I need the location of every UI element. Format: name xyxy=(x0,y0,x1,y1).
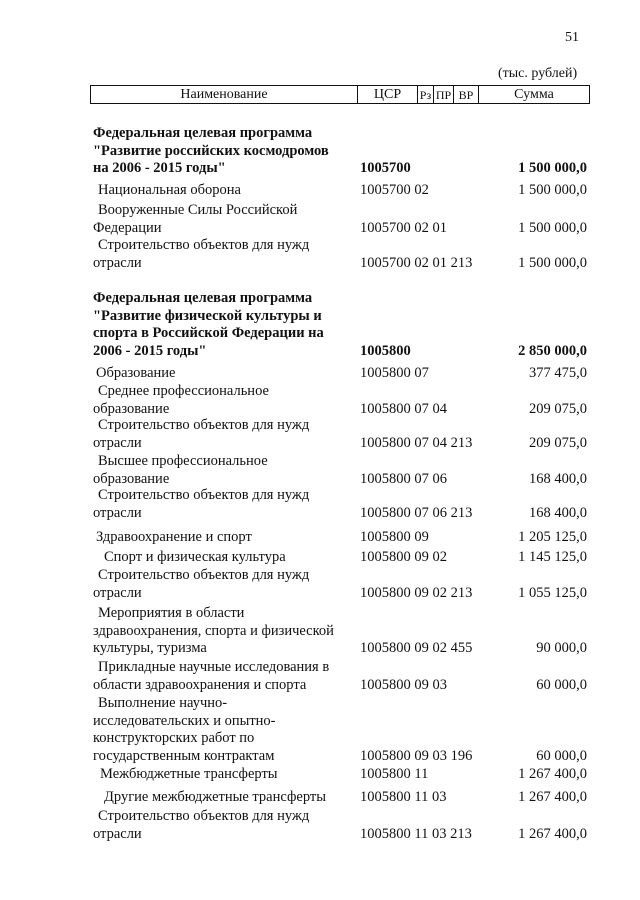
row-name-line: исследовательских и опытно- xyxy=(93,712,276,729)
row-code: 1005800 07 06 xyxy=(360,470,447,487)
row-code: 1005800 11 xyxy=(360,766,429,782)
row-amount: 1 205 125,0 xyxy=(518,529,587,545)
row-name-line: Выполнение научно- xyxy=(98,695,228,711)
row-name xyxy=(0,549,286,567)
header-name: Наименование xyxy=(91,86,358,103)
row-name-line: государственным контрактам xyxy=(93,747,275,764)
table-row xyxy=(0,237,640,272)
row-name-line: Строительство объектов для нужд xyxy=(98,487,310,503)
row-name-line: Прикладные научные исследования в xyxy=(98,659,330,675)
row-code: 1005700 02 01 xyxy=(360,219,447,236)
row-name-line: Федерации xyxy=(93,219,162,236)
table-row xyxy=(0,202,640,237)
row-name xyxy=(0,659,329,694)
row-name-line: Вооруженные Силы Российской xyxy=(98,202,298,218)
row-name xyxy=(0,383,269,418)
table-row xyxy=(0,605,640,658)
row-name-line: Строительство объектов для нужд xyxy=(98,567,310,583)
row-amount: 209 075,0 xyxy=(529,400,587,417)
row-name-line: 2006 - 2015 годы" xyxy=(93,342,207,359)
row-name-line: культуры, туризма xyxy=(93,640,207,656)
row-name-line: Другие межбюджетные трансферты xyxy=(104,789,326,805)
table-row xyxy=(0,766,640,784)
row-code: 1005800 07 xyxy=(360,365,429,381)
row-name xyxy=(0,789,326,807)
row-code: 1005800 09 02 213 xyxy=(360,584,473,601)
row-code: 1005800 11 03 213 xyxy=(360,825,472,842)
table-row xyxy=(0,182,640,200)
row-name xyxy=(0,808,309,843)
row-name-line: "Развитие российских космодромов xyxy=(93,142,329,159)
row-code: 1005800 09 02 xyxy=(360,549,447,565)
row-name-line: Образование xyxy=(96,365,176,381)
row-name-line: отрасли xyxy=(93,825,142,842)
row-name-line: Федеральная целевая программа xyxy=(93,290,313,306)
row-name-line: Национальная оборона xyxy=(98,182,241,198)
row-name-line: Строительство объектов для нужд xyxy=(98,237,310,253)
table-row xyxy=(0,290,640,360)
row-amount: 209 075,0 xyxy=(529,434,587,451)
row-name-line: на 2006 - 2015 годы" xyxy=(93,160,226,176)
row-name-line: Межбюджетные трансферты xyxy=(100,766,278,782)
row-code: 1005800 09 03 196 xyxy=(360,747,473,764)
units-label: (тыс. рублей) xyxy=(498,66,578,81)
header-sum: Сумма xyxy=(514,87,554,102)
row-code: 1005800 07 06 213 xyxy=(360,504,473,521)
row-amount: 60 000,0 xyxy=(536,676,587,693)
row-amount: 168 400,0 xyxy=(529,470,587,487)
row-amount: 1 500 000,0 xyxy=(518,219,587,236)
row-name xyxy=(0,529,252,547)
row-name xyxy=(0,182,241,200)
row-name-line: образование xyxy=(93,470,170,487)
row-name-line: Среднее профессиональное xyxy=(98,383,269,399)
table-header xyxy=(90,85,590,104)
table-row xyxy=(0,453,640,488)
table-row xyxy=(0,567,640,602)
row-name-line: отрасли xyxy=(93,584,142,601)
header-csr: ЦСР xyxy=(358,86,418,103)
row-name xyxy=(0,453,268,488)
row-amount: 90 000,0 xyxy=(536,640,587,656)
row-code: 1005800 xyxy=(360,342,411,359)
row-name xyxy=(0,290,324,360)
table-row xyxy=(0,125,640,178)
row-name-line: Высшее профессиональное xyxy=(98,453,268,469)
row-name-line: отрасли xyxy=(93,504,142,521)
table-row xyxy=(0,365,640,383)
row-name xyxy=(0,125,329,178)
row-name-line: Федеральная целевая программа xyxy=(93,125,313,141)
row-name xyxy=(0,695,276,765)
table-row xyxy=(0,808,640,843)
row-code: 1005800 07 04 213 xyxy=(360,434,473,451)
row-amount: 1 267 400,0 xyxy=(518,825,587,842)
row-amount: 1 055 125,0 xyxy=(518,584,587,601)
table-row xyxy=(0,789,640,807)
table-row xyxy=(0,383,640,418)
row-code: 1005800 07 04 xyxy=(360,400,447,417)
row-name xyxy=(0,766,278,784)
header-rz: Рз xyxy=(418,86,434,103)
row-name xyxy=(0,487,309,522)
row-code: 1005800 09 02 455 xyxy=(360,640,473,656)
row-name-line: Спорт и физическая культура xyxy=(104,549,286,565)
row-name-line: области здравоохранения и спорта xyxy=(93,676,307,693)
row-amount: 60 000,0 xyxy=(536,747,587,764)
row-code: 1005700 02 01 213 xyxy=(360,254,473,271)
row-code: 1005800 09 03 xyxy=(360,676,447,693)
row-name-line: Здравоохранение и спорт xyxy=(96,529,252,545)
row-code: 1005800 09 xyxy=(360,529,429,545)
row-amount: 1 500 000,0 xyxy=(518,160,587,176)
row-name-line: Мероприятия в области xyxy=(98,605,245,621)
table-row xyxy=(0,487,640,522)
header-vr: ВР xyxy=(454,86,479,103)
row-code: 1005800 11 03 xyxy=(360,789,447,805)
row-name xyxy=(0,605,334,658)
row-name-line: отрасли xyxy=(93,254,142,271)
row-amount: 1 145 125,0 xyxy=(518,549,587,565)
row-name-line: здравоохранения, спорта и физической xyxy=(93,622,334,639)
row-name xyxy=(0,417,309,452)
row-name-line: спорта в Российской Федерации на xyxy=(93,325,324,341)
table-row xyxy=(0,529,640,547)
row-amount: 2 850 000,0 xyxy=(518,342,587,359)
row-amount: 1 267 400,0 xyxy=(518,766,587,782)
table-row xyxy=(0,417,640,452)
row-name xyxy=(0,365,175,383)
row-amount: 168 400,0 xyxy=(529,504,587,521)
row-name-line: конструкторских работ по xyxy=(93,730,255,746)
row-amount: 377 475,0 xyxy=(529,365,587,381)
row-name-line: образование xyxy=(93,400,170,417)
table-row xyxy=(0,659,640,694)
page-number: 51 xyxy=(565,30,579,45)
row-amount: 1 267 400,0 xyxy=(518,789,587,805)
row-code: 1005700 02 xyxy=(360,182,429,198)
row-name xyxy=(0,202,297,237)
row-name-line: "Развитие физической культуры и xyxy=(93,307,322,324)
table-row xyxy=(0,695,640,765)
table-row xyxy=(0,549,640,567)
row-name-line: Строительство объектов для нужд xyxy=(98,808,310,824)
row-amount: 1 500 000,0 xyxy=(518,182,587,198)
row-name-line: отрасли xyxy=(93,434,142,451)
row-name xyxy=(0,237,309,272)
row-amount: 1 500 000,0 xyxy=(518,254,587,271)
row-name-line: Строительство объектов для нужд xyxy=(98,417,310,433)
row-name xyxy=(0,567,309,602)
row-code: 1005700 xyxy=(360,160,411,176)
header-pr: ПР xyxy=(434,86,454,103)
